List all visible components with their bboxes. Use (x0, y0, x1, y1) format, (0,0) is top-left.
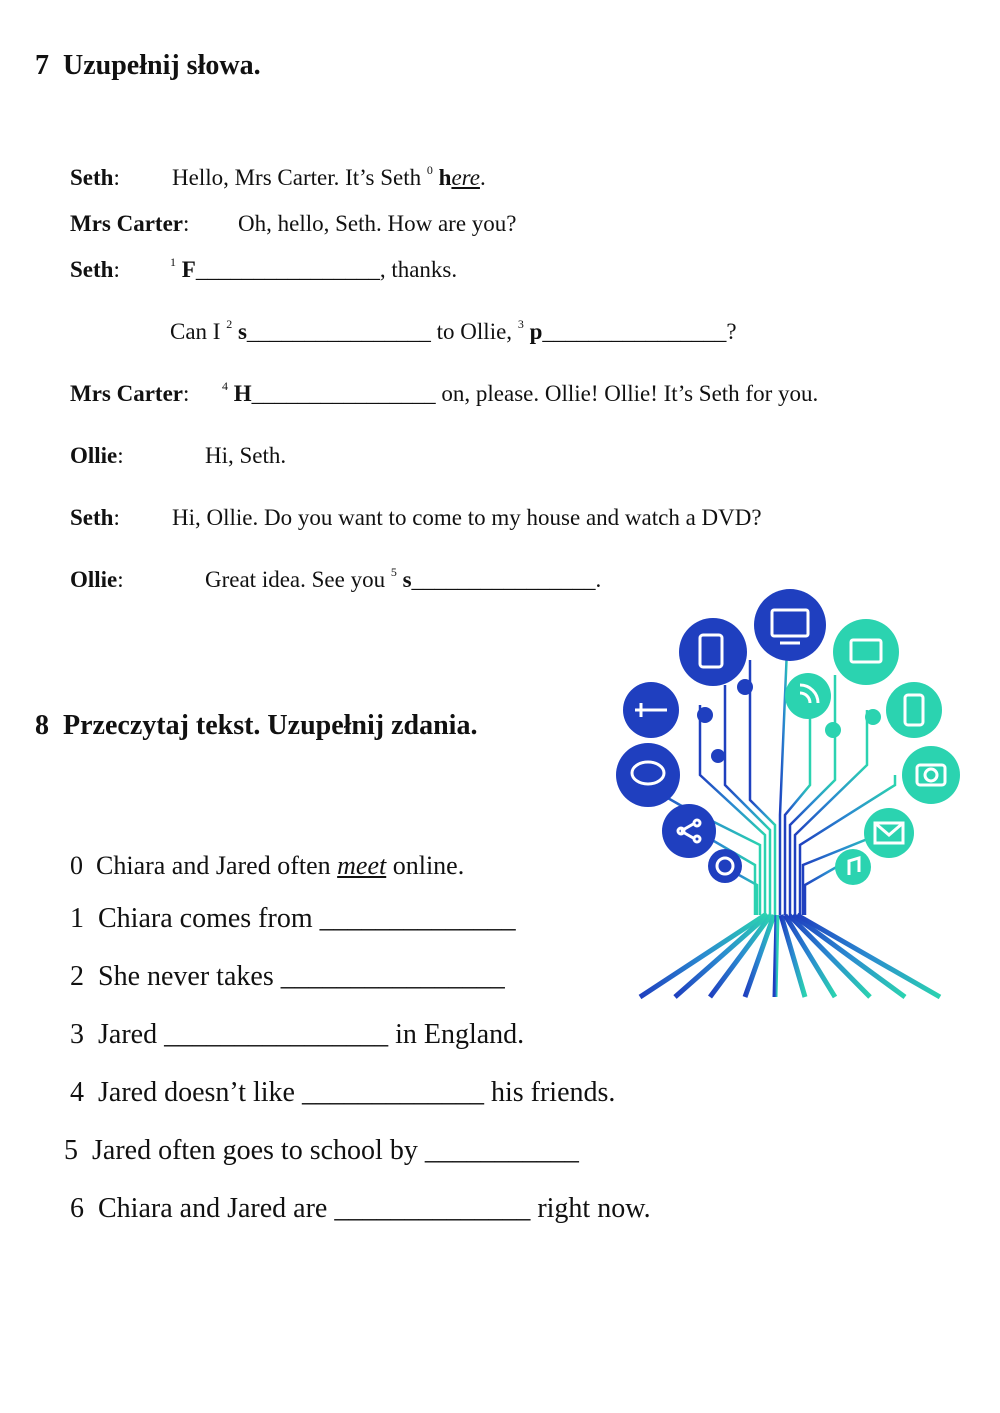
text: Great idea. See you (205, 567, 386, 592)
sentence-item (64, 1135, 579, 1167)
text: Chiara and Jared often (96, 851, 338, 880)
item-number: 6 (70, 1193, 84, 1224)
dialogue-text: Hi, Ollie. Do you want to come to my house and watch a DVD? (172, 505, 762, 530)
speaker-name: Ollie (70, 567, 118, 592)
answer-blank[interactable]: ________________ (411, 567, 596, 592)
dialogue-line (70, 257, 120, 283)
tree-base-rays (640, 915, 940, 997)
exercise-7-heading (35, 50, 261, 82)
first-letter: F (181, 257, 196, 282)
sentence-item (70, 1019, 524, 1051)
text: , thanks. (379, 257, 458, 282)
sentence-item (70, 851, 464, 881)
technology-tree-icon (605, 585, 965, 1005)
text: Hello, Mrs Carter. It’s Seth (172, 165, 422, 190)
exercise-title: Przeczytaj tekst. Uzupełnij zdania. (63, 710, 478, 741)
sentence-item (70, 903, 516, 935)
speaker-name: Seth (70, 165, 114, 190)
item-number: 2 (70, 961, 84, 992)
exercise-number: 7 (35, 50, 49, 81)
sentence-item (70, 961, 505, 993)
item-number: 5 (64, 1135, 78, 1166)
text: on, please. Ollie! Ollie! It’s Seth for you. (435, 381, 819, 406)
first-letter: p (529, 319, 543, 344)
first-letter: s (402, 567, 412, 592)
item-number: 3 (517, 317, 524, 332)
sentence-with-blank[interactable]: She never takes ________________ (98, 961, 505, 992)
first-letter: H (233, 381, 252, 406)
colon: : (113, 257, 120, 282)
exercise-title: Uzupełnij słowa. (63, 50, 261, 81)
sentence-with-blank[interactable]: Jared often goes to school by ___________ (92, 1135, 579, 1166)
item-number: 1 (70, 903, 84, 934)
first-letter: s (237, 319, 247, 344)
item-number: 1 (170, 255, 176, 270)
tree-icon-circles (616, 589, 960, 885)
sentence-with-blank[interactable]: Chiara and Jared are ______________ right now. (98, 1193, 651, 1224)
speaker-name: Seth (70, 505, 114, 530)
dialogue-line (70, 381, 189, 407)
colon: : (183, 211, 190, 236)
dialogue-line (70, 443, 124, 469)
text: Can I (170, 319, 221, 344)
colon: : (113, 505, 120, 530)
item-number: 3 (70, 1019, 84, 1050)
colon: : (113, 165, 120, 190)
sentence-item (70, 1077, 615, 1109)
text: ? (726, 319, 737, 344)
item-number: 4 (70, 1077, 84, 1108)
item-number: 4 (222, 379, 228, 394)
text: online. (386, 851, 465, 880)
answer-blank[interactable]: ________________ (542, 319, 727, 344)
dialogue-text (170, 319, 737, 345)
dialogue-line (70, 165, 120, 191)
example-answer: ere (451, 165, 480, 190)
dialogue-text: Oh, hello, Seth. How are you? (238, 211, 517, 236)
dialogue-text: Hi, Seth. (205, 443, 287, 468)
dialogue-line (70, 211, 189, 237)
speaker-name: Mrs Carter (70, 381, 184, 406)
answer-blank[interactable]: ________________ (251, 381, 436, 406)
item-number: 2 (226, 317, 233, 332)
sentence-with-blank[interactable]: Jared doesn’t like _____________ his friends. (98, 1077, 616, 1108)
speaker-name: Mrs Carter (70, 211, 184, 236)
dialogue-text (205, 567, 601, 593)
colon: : (183, 381, 190, 406)
speaker-name: Seth (70, 257, 114, 282)
dialogue-text (170, 257, 457, 283)
answer-blank[interactable]: ________________ (246, 319, 431, 344)
dialogue-line (70, 567, 124, 593)
answer-blank[interactable]: ________________ (195, 257, 380, 282)
sentence-with-blank[interactable]: Chiara comes from ______________ (98, 903, 516, 934)
sentence-item (70, 1193, 651, 1225)
dialogue-text (172, 165, 486, 191)
colon: : (117, 567, 124, 592)
dialogue-text (222, 381, 818, 407)
exercise-number: 8 (35, 710, 49, 741)
exercise-8-heading (35, 710, 477, 742)
text: . (479, 165, 486, 190)
sentence-with-blank[interactable]: Jared ________________ in England. (98, 1019, 525, 1050)
text: . (595, 567, 602, 592)
item-number: 0 (426, 163, 433, 178)
speaker-name: Ollie (70, 443, 118, 468)
item-number: 0 (70, 851, 83, 880)
first-letter: h (438, 165, 452, 190)
dialogue-line (70, 505, 120, 531)
example-answer: meet (337, 851, 387, 880)
item-number: 5 (390, 565, 397, 580)
text: to Ollie, (430, 319, 513, 344)
colon: : (117, 443, 124, 468)
